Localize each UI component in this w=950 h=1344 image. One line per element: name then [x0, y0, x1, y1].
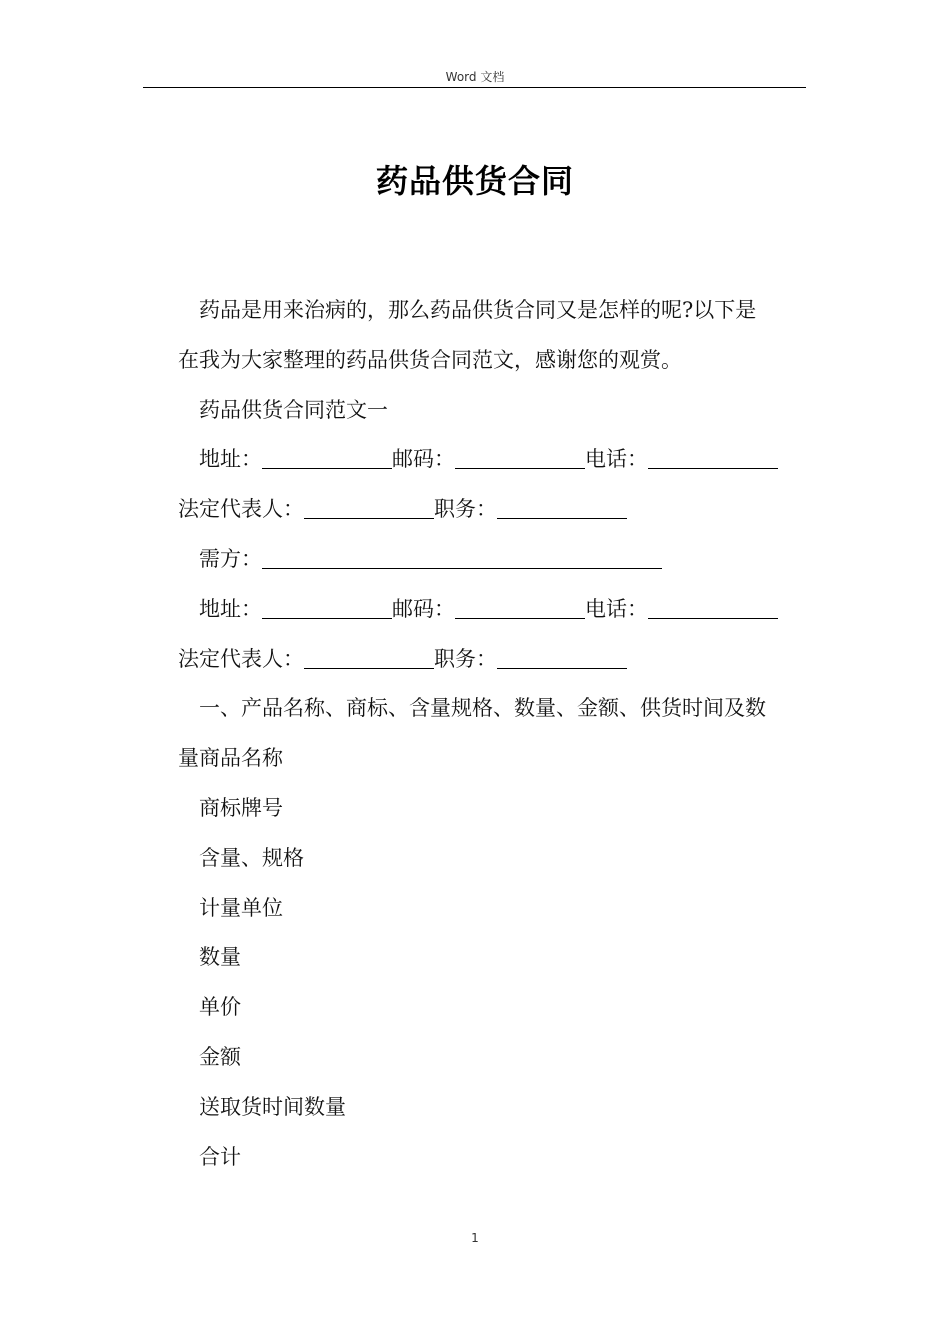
phone-label: 电话：: [585, 596, 648, 621]
clause-1-line-2: 量商品名称: [178, 746, 283, 771]
phone-blank: [648, 447, 778, 469]
legal-rep-blank: [304, 497, 434, 519]
address-blank: [262, 597, 392, 619]
buyer-label: 需方：: [199, 546, 262, 571]
header-divider: [143, 87, 806, 88]
list-item: 单价: [199, 995, 241, 1020]
document-title: 药品供货合同: [375, 162, 574, 200]
buyer-contact-line: [178, 585, 806, 635]
buyer-blank: [262, 547, 662, 569]
page-number: 1: [471, 1231, 479, 1245]
supplier-contact-line: [178, 435, 806, 485]
postcode-blank: [455, 597, 585, 619]
phone-blank: [648, 597, 778, 619]
position-label: 职务：: [434, 646, 497, 671]
list-item: 数量: [199, 945, 241, 970]
legal-rep-label: 法定代表人：: [178, 646, 304, 671]
page-header: Word 文档: [445, 70, 505, 84]
clause-1-line-1: 一、产品名称、商标、含量规格、数量、金额、供货时间及数: [199, 696, 766, 721]
postcode-label: 邮码：: [392, 447, 455, 472]
postcode-blank: [455, 447, 585, 469]
address-label: 地址：: [199, 447, 262, 472]
list-item: 含量、规格: [199, 845, 304, 870]
buyer-line: [178, 535, 806, 585]
legal-rep-blank: [304, 647, 434, 669]
list-item: 合计: [199, 1144, 241, 1169]
buyer-legal-rep-line: [178, 635, 806, 685]
position-label: 职务：: [434, 497, 497, 522]
address-label: 地址：: [199, 596, 262, 621]
phone-label: 电话：: [585, 447, 648, 472]
list-item: 商标牌号: [199, 795, 283, 820]
document-body: [178, 286, 806, 1182]
intro-line-1: 药品是用来治病的，那么药品供货合同又是怎样的呢?以下是: [199, 298, 757, 322]
intro-line-2: 在我为大家整理的药品供货合同范文，感谢您的观赏。: [178, 347, 682, 372]
list-item: 送取货时间数量: [199, 1094, 346, 1119]
list-item: 计量单位: [199, 895, 283, 920]
position-blank: [497, 497, 627, 519]
position-blank: [497, 647, 627, 669]
postcode-label: 邮码：: [392, 596, 455, 621]
supplier-legal-rep-line: [178, 485, 806, 535]
legal-rep-label: 法定代表人：: [178, 497, 304, 522]
address-blank: [262, 447, 392, 469]
section-heading: 药品供货合同范文一: [199, 397, 388, 422]
list-item: 金额: [199, 1044, 241, 1069]
